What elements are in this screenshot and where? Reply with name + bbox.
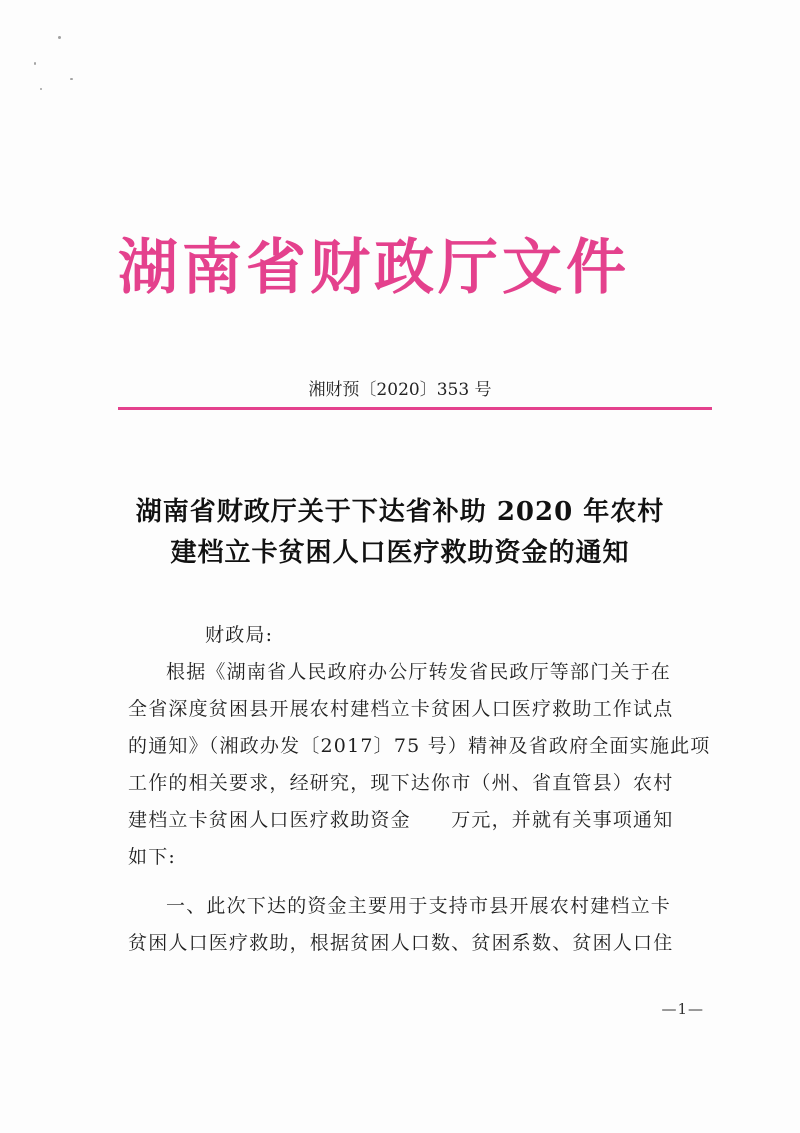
page-number: —1— (661, 1000, 704, 1018)
notice-title-line-1: 湖南省财政厅关于下达省补助 2020 年农村 (135, 497, 665, 527)
body-line: 工作的相关要求，经研究，现下达你市（州、省直管县）农村 (128, 772, 674, 794)
body-line: 一、此次下达的资金主要用于支持市县开展农村建档立卡 (166, 895, 672, 917)
document-number: 湘财预〔2020〕353 号 (308, 380, 492, 400)
issuing-authority-header: 湖南省财政厅文件 (118, 233, 630, 303)
red-separator-rule (118, 407, 712, 410)
addressee: 财政局: (205, 624, 274, 646)
scan-speck (40, 88, 42, 90)
body-line: 根据《湖南省人民政府办公厅转发省民政厅等部门关于在 (166, 661, 672, 683)
scan-speck (70, 78, 73, 80)
body-line: 贫困人口医疗救助，根据贫困人口数、贫困系数、贫困人口住 (128, 932, 674, 954)
body-line: 建档立卡贫困人口医疗救助资金 万元，并就有关事项通知 (128, 809, 674, 831)
body-line: 的通知》（湘政办发〔2017〕75 号）精神及省政府全面实施此项 (128, 735, 711, 757)
notice-title-line-2: 建档立卡贫困人口医疗救助资金的通知 (170, 538, 630, 568)
body-line: 如下: (128, 846, 177, 868)
body-line: 全省深度贫困县开展农村建档立卡贫困人口医疗救助工作试点 (128, 698, 674, 720)
scan-speck (58, 36, 61, 39)
scan-speck (34, 62, 36, 65)
